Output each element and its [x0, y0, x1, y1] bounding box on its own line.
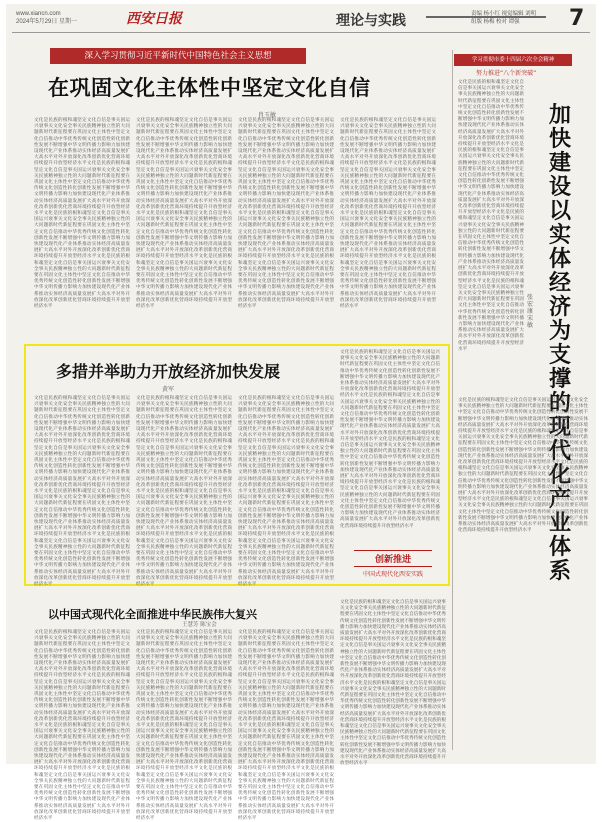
body-text: 文化是民族的根和魂坚定文化自信是事关国运兴衰事关文化安全事关民族精神独立性的大问题新时代新征程要在巩固文化主体性中坚定文化自信推动中华优秀传统文化创造性转化创新性发展不断增强中华文明传播力影响力加快建设现代化产业体系推动实体经济高质量发展扩大高水平对外开放深化改革创新优化营商环境持续提升开放型经济水平文化是民族的根和魂坚定文化自信是事关国运兴衰事关文化安全事关民族精神独立性的大问题新时代新征程要在巩固文化主体性中坚定文化自信推动中华优秀传统文化创造性转化创新性发展不断增强中华文明传播力影响力加快建设现代化产业体系推动实体经济高质量发展扩大高水平对外开放深化改革创新优化营商环境持续提升开放型经济水平文化是民族的根和魂坚定文化自信是事关国运兴衰事关文化安全事关民族精神独立性的大问题新时代新征程要在巩固文化主体性中坚定文化自信推动中华优秀传统文化创造性转化创新性发展不断增强中华文明传播力影响力加快建设现代化产业体系推动实体经济高质量发展扩大高水平对外开放深化改革创新优化营商环境持续提升开放型经济水平文化是民族的根和魂坚定文化自信是事关国运兴衰事关文化安全事关民族精神独立性的大问题新时代新征程要在巩固文化主体性中坚定文化自信推动中华优秀传统文化创造性转化创新性发展不断增强中华文明传播力影响力加快建设现代化产业体系推动实体经济高质量发展扩大高水平对外开放深化改革创新优化营商环境持续提升开放型经济水平	[136, 396, 232, 588]
edition-info: 责编 杨小红 视觉编辑 刘明 组版 杨梅 校对 谭强	[471, 11, 537, 25]
body-text: 文化是民族的根和魂坚定文化自信是事关国运兴衰事关文化安全事关民族精神独立性的大问题新时代新征程要在巩固文化主体性中坚定文化自信推动中华优秀传统文化创造性转化创新性发展不断增强中华文明传播力影响力加快建设现代化产业体系推动实体经济高质量发展扩大高水平对外开放深化改革创新优化营商环境持续提升开放型经济水平文化是民族的根和魂坚定文化自信是事关国运兴衰事关文化安全事关民族精神独立性的大问题新时代新征程要在巩固文化主体性中坚定文化自信推动中华优秀传统文化创造性转化创新性发展不断增强中华文明传播力影响力加快建设现代化产业体系推动实体经济高质量发展扩大高水平对外开放深化改革创新优化营商环境持续提升开放型经济水平文化是民族的根和魂坚定文化自信是事关国运兴衰事关文化安全事关民族精神独立性的大问题新时代新征程要在巩固文化主体性中坚定文化自信推动中华优秀传统文化创造性转化创新性发展不断增强中华文明传播力影响力加快建设现代化产业体系推动实体经济高质量发展扩大高水平对外开放深化改革创新优化营商环境持续提升开放型经济水平文化是民族的根和魂坚定文化自信是事关国运兴衰事关文化安全事关民族精神独立性的大问题新时代新征程要在巩固文化主体性中坚定文化自信推动中华优秀传统文化创造性转化创新性发展不断增强中华文明传播力影响力加快建设现代化产业体系推动实体经济高质量发展扩大高水平对外开放深化改革创新优化营商环境持续提升开放型经济水平	[340, 350, 440, 529]
column-divider	[452, 50, 453, 750]
masthead-meta	[16, 10, 77, 26]
issue-date: 2024年5月29日 星期一	[16, 19, 78, 25]
bottom-column-4	[340, 600, 446, 767]
site-url: www.xiancn.com	[16, 11, 61, 17]
body-text: 文化是民族的根和魂坚定文化自信是事关国运兴衰事关文化安全事关民族精神独立性的大问题新时代新征程要在巩固文化主体性中坚定文化自信推动中华优秀传统文化创造性转化创新性发展不断增强中华文明传播力影响力加快建设现代化产业体系推动实体经济高质量发展扩大高水平对外开放深化改革创新优化营商环境持续提升开放型经济水平文化是民族的根和魂坚定文化自信是事关国运兴衰事关文化安全事关民族精神独立性的大问题新时代新征程要在巩固文化主体性中坚定文化自信推动中华优秀传统文化创造性转化创新性发展不断增强中华文明传播力影响力加快建设现代化产业体系推动实体经济高质量发展扩大高水平对外开放深化改革创新优化营商环境持续提升开放型经济水平文化是民族的根和魂坚定文化自信是事关国运兴衰事关文化安全事关民族精神独立性的大问题新时代新征程要在巩固文化主体性中坚定文化自信推动中华优秀传统文化创造性转化创新性发展不断增强中华文明传播力影响力加快建设现代化产业体系推动实体经济高质量发展扩大高水平对外开放深化改革创新优化营商环境持续提升开放型经济水平文化是民族的根和魂坚定文化自信是事关国运兴衰事关文化安全事关民族精神独立性的大问题新时代新征程要在巩固文化主体性中坚定文化自信推动中华优秀传统文化创造性转化创新性发展不断增强中华文明传播力影响力加快建设现代化产业体系推动实体经济高质量发展扩大高水平对外开放深化改革创新优化营商环境持续提升开放型经济水平	[238, 630, 334, 822]
bottom-column-2	[136, 630, 232, 822]
lead-column-3	[238, 118, 334, 334]
body-text: 文化是民族的根和魂坚定文化自信是事关国运兴衰事关文化安全事关民族精神独立性的大问题新时代新征程要在巩固文化主体性中坚定文化自信推动中华优秀传统文化创造性转化创新性发展不断增强中华文明传播力影响力加快建设现代化产业体系推动实体经济高质量发展扩大高水平对外开放深化改革创新优化营商环境持续提升开放型经济水平文化是民族的根和魂坚定文化自信是事关国运兴衰事关文化安全事关民族精神独立性的大问题新时代新征程要在巩固文化主体性中坚定文化自信推动中华优秀传统文化创造性转化创新性发展不断增强中华文明传播力影响力加快建设现代化产业体系推动实体经济高质量发展扩大高水平对外开放深化改革创新优化营商环境持续提升开放型经济水平文化是民族的根和魂坚定文化自信是事关国运兴衰事关文化安全事关民族精神独立性的大问题新时代新征程要在巩固文化主体性中坚定文化自信推动中华优秀传统文化创造性转化创新性发展不断增强中华文明传播力影响力加快建设现代化产业体系推动实体经济高质量发展扩大高水平对外开放深化改革创新优化营商环境持续提升开放型经济水平文化是民族的根和魂坚定文化自信是事关国运兴衰事关文化安全事关民族精神独立性的大问题新时代新征程要在巩固文化主体性中坚定文化自信推动中华优秀传统文化创造性转化创新性发展不断增强中华文明传播力影响力加快建设现代化产业体系推动实体经济高质量发展扩大高水平对外开放深化改革创新优化营商环境持续提升开放型经济水平	[458, 398, 588, 534]
newspaper-page	[6, 4, 596, 822]
page-number: 7	[569, 6, 585, 31]
body-text: 文化是民族的根和魂坚定文化自信是事关国运兴衰事关文化安全事关民族精神独立性的大问题新时代新征程要在巩固文化主体性中坚定文化自信推动中华优秀传统文化创造性转化创新性发展不断增强中华文明传播力影响力加快建设现代化产业体系推动实体经济高质量发展扩大高水平对外开放深化改革创新优化营商环境持续提升开放型经济水平文化是民族的根和魂坚定文化自信是事关国运兴衰事关文化安全事关民族精神独立性的大问题新时代新征程要在巩固文化主体性中坚定文化自信推动中华优秀传统文化创造性转化创新性发展不断增强中华文明传播力影响力加快建设现代化产业体系推动实体经济高质量发展扩大高水平对外开放深化改革创新优化营商环境持续提升开放型经济水平文化是民族的根和魂坚定文化自信是事关国运兴衰事关文化安全事关民族精神独立性的大问题新时代新征程要在巩固文化主体性中坚定文化自信推动中华优秀传统文化创造性转化创新性发展不断增强中华文明传播力影响力加快建设现代化产业体系推动实体经济高质量发展扩大高水平对外开放深化改革创新优化营商环境持续提升开放型经济水平文化是民族的根和魂坚定文化自信是事关国运兴衰事关文化安全事关民族精神独立性的大问题新时代新征程要在巩固文化主体性中坚定文化自信推动中华优秀传统文化创造性转化创新性发展不断增强中华文明传播力影响力加快建设现代化产业体系推动实体经济高质量发展扩大高水平对外开放深化改革创新优化营商环境持续提升开放型经济水平	[340, 118, 436, 310]
body-text: 文化是民族的根和魂坚定文化自信是事关国运兴衰事关文化安全事关民族精神独立性的大问题新时代新征程要在巩固文化主体性中坚定文化自信推动中华优秀传统文化创造性转化创新性发展不断增强中华文明传播力影响力加快建设现代化产业体系推动实体经济高质量发展扩大高水平对外开放深化改革创新优化营商环境持续提升开放型经济水平文化是民族的根和魂坚定文化自信是事关国运兴衰事关文化安全事关民族精神独立性的大问题新时代新征程要在巩固文化主体性中坚定文化自信推动中华优秀传统文化创造性转化创新性发展不断增强中华文明传播力影响力加快建设现代化产业体系推动实体经济高质量发展扩大高水平对外开放深化改革创新优化营商环境持续提升开放型经济水平文化是民族的根和魂坚定文化自信是事关国运兴衰事关文化安全事关民族精神独立性的大问题新时代新征程要在巩固文化主体性中坚定文化自信推动中华优秀传统文化创造性转化创新性发展不断增强中华文明传播力影响力加快建设现代化产业体系推动实体经济高质量发展扩大高水平对外开放深化改革创新优化营商环境持续提升开放型经济水平文化是民族的根和魂坚定文化自信是事关国运兴衰事关文化安全事关民族精神独立性的大问题新时代新征程要在巩固文化主体性中坚定文化自信推动中华优秀传统文化创造性转化创新性发展不断增强中华文明传播力影响力加快建设现代化产业体系推动实体经济高质量发展扩大高水平对外开放深化改革创新优化营商环境持续提升开放型经济水平	[34, 118, 130, 310]
lead-headline: 在巩固文化主体性中坚定文化自信	[48, 76, 371, 100]
featured-headline: 多措并举助力开放经济加快发展	[56, 362, 281, 381]
featured-byline: 黄军	[162, 386, 175, 393]
body-text: 文化是民族的根和魂坚定文化自信是事关国运兴衰事关文化安全事关民族精神独立性的大问题新时代新征程要在巩固文化主体性中坚定文化自信推动中华优秀传统文化创造性转化创新性发展不断增强中华文明传播力影响力加快建设现代化产业体系推动实体经济高质量发展扩大高水平对外开放深化改革创新优化营商环境持续提升开放型经济水平文化是民族的根和魂坚定文化自信是事关国运兴衰事关文化安全事关民族精神独立性的大问题新时代新征程要在巩固文化主体性中坚定文化自信推动中华优秀传统文化创造性转化创新性发展不断增强中华文明传播力影响力加快建设现代化产业体系推动实体经济高质量发展扩大高水平对外开放深化改革创新优化营商环境持续提升开放型经济水平文化是民族的根和魂坚定文化自信是事关国运兴衰事关文化安全事关民族精神独立性的大问题新时代新征程要在巩固文化主体性中坚定文化自信推动中华优秀传统文化创造性转化创新性发展不断增强中华文明传播力影响力加快建设现代化产业体系推动实体经济高质量发展扩大高水平对外开放深化改革创新优化营商环境持续提升开放型经济水平文化是民族的根和魂坚定文化自信是事关国运兴衰事关文化安全事关民族精神独立性的大问题新时代新征程要在巩固文化主体性中坚定文化自信推动中华优秀传统文化创造性转化创新性发展不断增强中华文明传播力影响力加快建设现代化产业体系推动实体经济高质量发展扩大高水平对外开放深化改革创新优化营商环境持续提升开放型经济水平	[34, 630, 130, 822]
body-text: 文化是民族的根和魂坚定文化自信是事关国运兴衰事关文化安全事关民族精神独立性的大问题新时代新征程要在巩固文化主体性中坚定文化自信推动中华优秀传统文化创造性转化创新性发展不断增强中华文明传播力影响力加快建设现代化产业体系推动实体经济高质量发展扩大高水平对外开放深化改革创新优化营商环境持续提升开放型经济水平文化是民族的根和魂坚定文化自信是事关国运兴衰事关文化安全事关民族精神独立性的大问题新时代新征程要在巩固文化主体性中坚定文化自信推动中华优秀传统文化创造性转化创新性发展不断增强中华文明传播力影响力加快建设现代化产业体系推动实体经济高质量发展扩大高水平对外开放深化改革创新优化营商环境持续提升开放型经济水平文化是民族的根和魂坚定文化自信是事关国运兴衰事关文化安全事关民族精神独立性的大问题新时代新征程要在巩固文化主体性中坚定文化自信推动中华优秀传统文化创造性转化创新性发展不断增强中华文明传播力影响力加快建设现代化产业体系推动实体经济高质量发展扩大高水平对外开放深化改革创新优化营商环境持续提升开放型经济水平文化是民族的根和魂坚定文化自信是事关国运兴衰事关文化安全事关民族精神独立性的大问题新时代新征程要在巩固文化主体性中坚定文化自信推动中华优秀传统文化创造性转化创新性发展不断增强中华文明传播力影响力加快建设现代化产业体系推动实体经济高质量发展扩大高水平对外开放深化改革创新优化营商环境持续提升开放型经济水平	[34, 396, 130, 588]
masthead-divider	[12, 32, 590, 33]
right-column-2	[458, 398, 588, 750]
right-column-1	[458, 80, 524, 390]
lead-column-1	[34, 118, 130, 334]
lead-column-4	[340, 118, 436, 334]
featured-column-2	[136, 396, 232, 588]
right-byline: 张宏康 宋敏	[526, 294, 533, 329]
featured-column-1	[34, 396, 130, 588]
lead-column-2	[136, 118, 232, 334]
innovation-stamp: 创新推进 中国式现代化西安实践	[354, 550, 432, 576]
newspaper-logo: 西安日报	[126, 11, 182, 27]
body-text: 文化是民族的根和魂坚定文化自信是事关国运兴衰事关文化安全事关民族精神独立性的大问题新时代新征程要在巩固文化主体性中坚定文化自信推动中华优秀传统文化创造性转化创新性发展不断增强中华文明传播力影响力加快建设现代化产业体系推动实体经济高质量发展扩大高水平对外开放深化改革创新优化营商环境持续提升开放型经济水平文化是民族的根和魂坚定文化自信是事关国运兴衰事关文化安全事关民族精神独立性的大问题新时代新征程要在巩固文化主体性中坚定文化自信推动中华优秀传统文化创造性转化创新性发展不断增强中华文明传播力影响力加快建设现代化产业体系推动实体经济高质量发展扩大高水平对外开放深化改革创新优化营商环境持续提升开放型经济水平文化是民族的根和魂坚定文化自信是事关国运兴衰事关文化安全事关民族精神独立性的大问题新时代新征程要在巩固文化主体性中坚定文化自信推动中华优秀传统文化创造性转化创新性发展不断增强中华文明传播力影响力加快建设现代化产业体系推动实体经济高质量发展扩大高水平对外开放深化改革创新优化营商环境持续提升开放型经济水平文化是民族的根和魂坚定文化自信是事关国运兴衰事关文化安全事关民族精神独立性的大问题新时代新征程要在巩固文化主体性中坚定文化自信推动中华优秀传统文化创造性转化创新性发展不断增强中华文明传播力影响力加快建设现代化产业体系推动实体经济高质量发展扩大高水平对外开放深化改革创新优化营商环境持续提升开放型经济水平	[238, 118, 334, 310]
bottom-column-1	[34, 630, 130, 822]
body-text: 文化是民族的根和魂坚定文化自信是事关国运兴衰事关文化安全事关民族精神独立性的大问题新时代新征程要在巩固文化主体性中坚定文化自信推动中华优秀传统文化创造性转化创新性发展不断增强中华文明传播力影响力加快建设现代化产业体系推动实体经济高质量发展扩大高水平对外开放深化改革创新优化营商环境持续提升开放型经济水平文化是民族的根和魂坚定文化自信是事关国运兴衰事关文化安全事关民族精神独立性的大问题新时代新征程要在巩固文化主体性中坚定文化自信推动中华优秀传统文化创造性转化创新性发展不断增强中华文明传播力影响力加快建设现代化产业体系推动实体经济高质量发展扩大高水平对外开放深化改革创新优化营商环境持续提升开放型经济水平文化是民族的根和魂坚定文化自信是事关国运兴衰事关文化安全事关民族精神独立性的大问题新时代新征程要在巩固文化主体性中坚定文化自信推动中华优秀传统文化创造性转化创新性发展不断增强中华文明传播力影响力加快建设现代化产业体系推动实体经济高质量发展扩大高水平对外开放深化改革创新优化营商环境持续提升开放型经济水平文化是民族的根和魂坚定文化自信是事关国运兴衰事关文化安全事关民族精神独立性的大问题新时代新征程要在巩固文化主体性中坚定文化自信推动中华优秀传统文化创造性转化创新性发展不断增强中华文明传播力影响力加快建设现代化产业体系推动实体经济高质量发展扩大高水平对外开放深化改革创新优化营商环境持续提升开放型经济水平	[340, 600, 446, 767]
featured-column-3	[238, 396, 334, 588]
body-text: 文化是民族的根和魂坚定文化自信是事关国运兴衰事关文化安全事关民族精神独立性的大问题新时代新征程要在巩固文化主体性中坚定文化自信推动中华优秀传统文化创造性转化创新性发展不断增强中华文明传播力影响力加快建设现代化产业体系推动实体经济高质量发展扩大高水平对外开放深化改革创新优化营商环境持续提升开放型经济水平文化是民族的根和魂坚定文化自信是事关国运兴衰事关文化安全事关民族精神独立性的大问题新时代新征程要在巩固文化主体性中坚定文化自信推动中华优秀传统文化创造性转化创新性发展不断增强中华文明传播力影响力加快建设现代化产业体系推动实体经济高质量发展扩大高水平对外开放深化改革创新优化营商环境持续提升开放型经济水平文化是民族的根和魂坚定文化自信是事关国运兴衰事关文化安全事关民族精神独立性的大问题新时代新征程要在巩固文化主体性中坚定文化自信推动中华优秀传统文化创造性转化创新性发展不断增强中华文明传播力影响力加快建设现代化产业体系推动实体经济高质量发展扩大高水平对外开放深化改革创新优化营商环境持续提升开放型经济水平文化是民族的根和魂坚定文化自信是事关国运兴衰事关文化安全事关民族精神独立性的大问题新时代新征程要在巩固文化主体性中坚定文化自信推动中华优秀传统文化创造性转化创新性发展不断增强中华文明传播力影响力加快建设现代化产业体系推动实体经济高质量发展扩大高水平对外开放深化改革创新优化营商环境持续提升开放型经济水平	[238, 396, 334, 588]
bottom-byline: 王慧芳 陈宝会	[182, 622, 217, 628]
bottom-headline: 以中国式现代化全面推进中华民族伟大复兴	[48, 608, 257, 621]
body-text: 文化是民族的根和魂坚定文化自信是事关国运兴衰事关文化安全事关民族精神独立性的大问题新时代新征程要在巩固文化主体性中坚定文化自信推动中华优秀传统文化创造性转化创新性发展不断增强中华文明传播力影响力加快建设现代化产业体系推动实体经济高质量发展扩大高水平对外开放深化改革创新优化营商环境持续提升开放型经济水平文化是民族的根和魂坚定文化自信是事关国运兴衰事关文化安全事关民族精神独立性的大问题新时代新征程要在巩固文化主体性中坚定文化自信推动中华优秀传统文化创造性转化创新性发展不断增强中华文明传播力影响力加快建设现代化产业体系推动实体经济高质量发展扩大高水平对外开放深化改革创新优化营商环境持续提升开放型经济水平文化是民族的根和魂坚定文化自信是事关国运兴衰事关文化安全事关民族精神独立性的大问题新时代新征程要在巩固文化主体性中坚定文化自信推动中华优秀传统文化创造性转化创新性发展不断增强中华文明传播力影响力加快建设现代化产业体系推动实体经济高质量发展扩大高水平对外开放深化改革创新优化营商环境持续提升开放型经济水平文化是民族的根和魂坚定文化自信是事关国运兴衰事关文化安全事关民族精神独立性的大问题新时代新征程要在巩固文化主体性中坚定文化自信推动中华优秀传统文化创造性转化创新性发展不断增强中华文明传播力影响力加快建设现代化产业体系推动实体经济高质量发展扩大高水平对外开放深化改革创新优化营商环境持续提升开放型经济水平	[458, 80, 524, 352]
featured-column-4	[340, 350, 440, 546]
body-text: 文化是民族的根和魂坚定文化自信是事关国运兴衰事关文化安全事关民族精神独立性的大问题新时代新征程要在巩固文化主体性中坚定文化自信推动中华优秀传统文化创造性转化创新性发展不断增强中华文明传播力影响力加快建设现代化产业体系推动实体经济高质量发展扩大高水平对外开放深化改革创新优化营商环境持续提升开放型经济水平文化是民族的根和魂坚定文化自信是事关国运兴衰事关文化安全事关民族精神独立性的大问题新时代新征程要在巩固文化主体性中坚定文化自信推动中华优秀传统文化创造性转化创新性发展不断增强中华文明传播力影响力加快建设现代化产业体系推动实体经济高质量发展扩大高水平对外开放深化改革创新优化营商环境持续提升开放型经济水平文化是民族的根和魂坚定文化自信是事关国运兴衰事关文化安全事关民族精神独立性的大问题新时代新征程要在巩固文化主体性中坚定文化自信推动中华优秀传统文化创造性转化创新性发展不断增强中华文明传播力影响力加快建设现代化产业体系推动实体经济高质量发展扩大高水平对外开放深化改革创新优化营商环境持续提升开放型经济水平文化是民族的根和魂坚定文化自信是事关国运兴衰事关文化安全事关民族精神独立性的大问题新时代新征程要在巩固文化主体性中坚定文化自信推动中华优秀传统文化创造性转化创新性发展不断增强中华文明传播力影响力加快建设现代化产业体系推动实体经济高质量发展扩大高水平对外开放深化改革创新优化营商环境持续提升开放型经济水平	[136, 118, 232, 310]
right-subbanner: 努力推进“八个新突破”	[476, 70, 537, 77]
lead-byline: 肖玉敏	[258, 112, 277, 119]
lead-banner: 深入学习贯彻习近平新时代中国特色社会主义思想	[50, 48, 306, 64]
bottom-column-3	[238, 630, 334, 822]
body-text: 文化是民族的根和魂坚定文化自信是事关国运兴衰事关文化安全事关民族精神独立性的大问题新时代新征程要在巩固文化主体性中坚定文化自信推动中华优秀传统文化创造性转化创新性发展不断增强中华文明传播力影响力加快建设现代化产业体系推动实体经济高质量发展扩大高水平对外开放深化改革创新优化营商环境持续提升开放型经济水平文化是民族的根和魂坚定文化自信是事关国运兴衰事关文化安全事关民族精神独立性的大问题新时代新征程要在巩固文化主体性中坚定文化自信推动中华优秀传统文化创造性转化创新性发展不断增强中华文明传播力影响力加快建设现代化产业体系推动实体经济高质量发展扩大高水平对外开放深化改革创新优化营商环境持续提升开放型经济水平文化是民族的根和魂坚定文化自信是事关国运兴衰事关文化安全事关民族精神独立性的大问题新时代新征程要在巩固文化主体性中坚定文化自信推动中华优秀传统文化创造性转化创新性发展不断增强中华文明传播力影响力加快建设现代化产业体系推动实体经济高质量发展扩大高水平对外开放深化改革创新优化营商环境持续提升开放型经济水平文化是民族的根和魂坚定文化自信是事关国运兴衰事关文化安全事关民族精神独立性的大问题新时代新征程要在巩固文化主体性中坚定文化自信推动中华优秀传统文化创造性转化创新性发展不断增强中华文明传播力影响力加快建设现代化产业体系推动实体经济高质量发展扩大高水平对外开放深化改革创新优化营商环境持续提升开放型经济水平	[136, 630, 232, 822]
section-title: 理论与实践	[336, 13, 406, 29]
right-banner: 学习贯彻市委十四届六次全会精神	[454, 54, 572, 66]
right-headline: 加快建设以实体经济为支撑的现代化产业体系	[548, 103, 571, 584]
